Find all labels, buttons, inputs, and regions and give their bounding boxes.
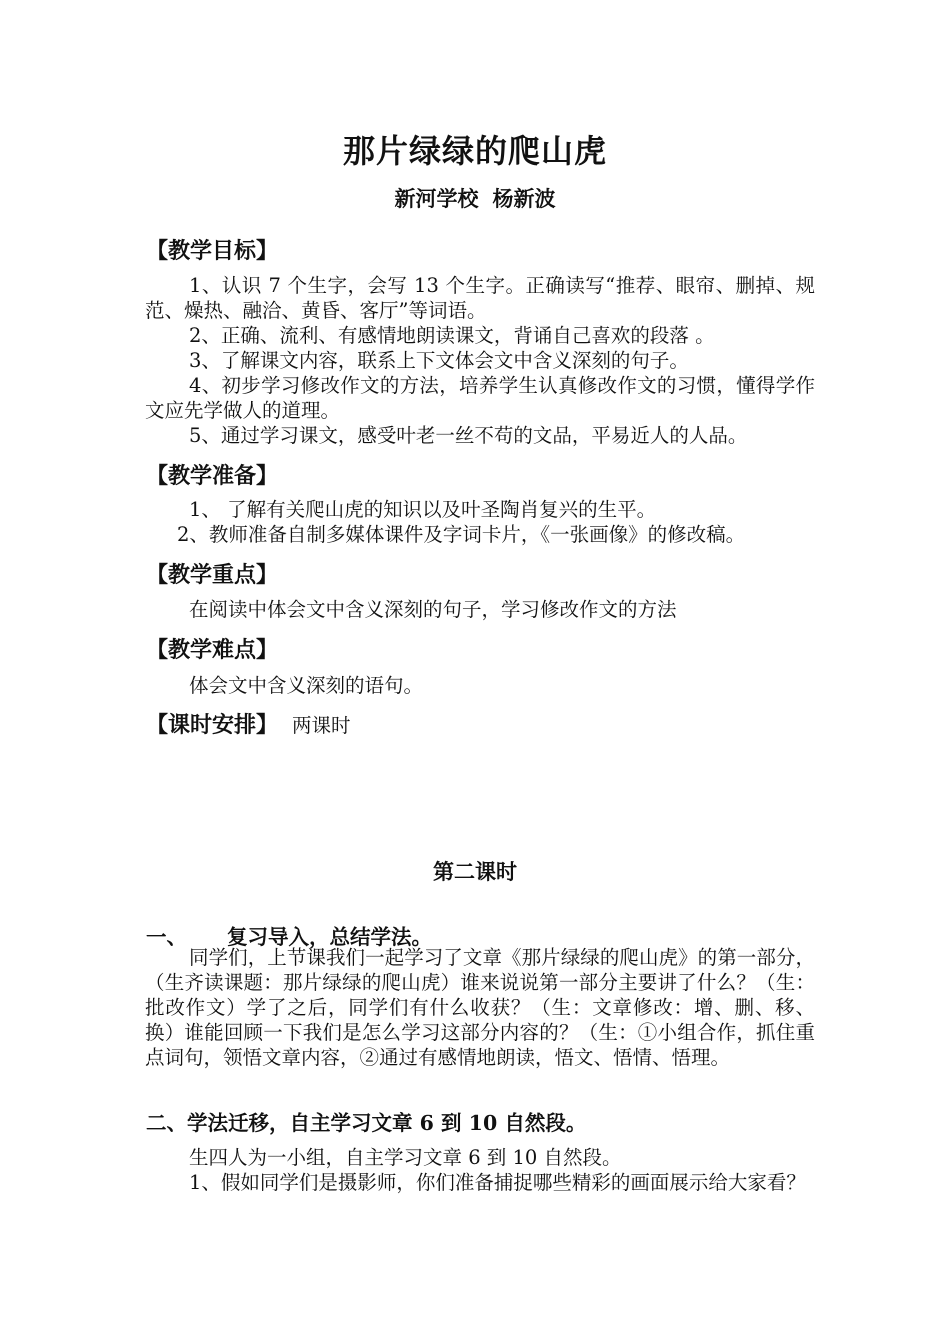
section2-text-2: 1、假如同学们是摄影师，你们准备捕捉哪些精彩的画面展示给大家看？ [189,1171,806,1194]
objective-item-5: 5、通过学习课文，感受叶老一丝不苟的文品，平易近人的人品。 [189,424,748,447]
key-points-heading: 【教学重点】 [146,563,279,588]
objective-item-3: 3、了解课文内容，联系上下文体会文中含义深刻的句子。 [189,349,689,372]
difficulties-text: 体会文中含义深刻的语句。 [189,674,424,697]
schedule-label: 【课时安排】 [146,713,279,738]
author-line [0,183,950,213]
schedule-heading [146,708,351,739]
section1-number: 一、 [146,925,187,949]
preparation-heading: 【教学准备】 [146,464,279,489]
section2-text-1: 生四人为一小组，自主学习文章 6 到 10 自然段。 [189,1146,622,1169]
objective-item-2: 2、正确、流利、有感情地朗读课文，背诵自己喜欢的段落 。 [189,324,715,347]
objective-item-1: 1、认识 7 个生字，会写 13 个生字。正确读写“推荐、眼帘、删掉、规范、燥热、融洽、黄昏、客厅”等词语。 [145,274,815,322]
author-school: 新河学校 [394,186,479,211]
preparation-item-2: 2、教师准备自制多媒体课件及字词卡片，《一张画像》的修改稿。 [177,523,746,546]
difficulties-heading: 【教学难点】 [146,638,279,663]
author-name: 杨新波 [492,186,556,211]
lesson-heading: 第二课时 [433,859,517,884]
document-title: 那片绿绿的爬山虎 [342,132,607,170]
section1-text: 同学们，上节课我们一起学习了文章《那片绿绿的爬山虎》的第一部分，（生齐读课题：那片绿绿的爬山虎）谁来说说第一部分主要讲了什么？（生：批改作文）学了之后，同学们有什么收获？（生：文章修改：增、删、移、换）谁能回顾一下我们是怎么学习这部分内容的？（生：①小组合作，抓住重点词句，领悟文章内容，②通过有感情地朗读，悟文、悟情、悟理。 [145,946,815,1069]
section2-heading: 二、学法迁移，自主学习文章 6 到 10 自然段。 [146,1111,587,1135]
schedule-value: 两课时 [292,714,351,737]
objective-item-4: 4、初步学习修改作文的方法，培养学生认真修改作文的习惯，懂得学作文应先学做人的道理。 [145,374,815,422]
objectives-heading: 【教学目标】 [146,239,279,264]
key-points-text: 在阅读中体会文中含义深刻的句子，学习修改作文的方法 [189,598,677,621]
preparation-item-1: 1、 了解有关爬山虎的知识以及叶圣陶肖复兴的生平。 [189,498,657,521]
section1-title: 复习导入，总结学法。 [227,925,432,949]
